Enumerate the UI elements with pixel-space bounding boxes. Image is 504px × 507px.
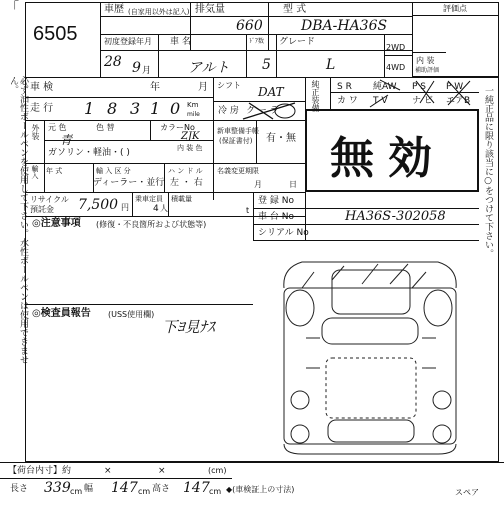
color-no-label: カラーNo — [160, 123, 195, 132]
history-label: 車歴 — [104, 4, 124, 15]
cargo-label: 【荷台内寸】約 — [8, 466, 72, 476]
owner-change-label: 名義変更期限 — [217, 167, 259, 175]
mileage-digit: 1 — [84, 99, 95, 118]
capacity-value: 4 — [153, 204, 159, 214]
load-unit: t — [246, 206, 250, 215]
left-side-note: 必ず油性ボールペンを使用して下さい。水性ボールペンは使用できません。 — [8, 76, 28, 364]
doors-value: 5 — [262, 57, 271, 73]
equipment-item: T V — [373, 96, 388, 106]
model-year-label: 年 式 — [46, 167, 63, 175]
report-handwriting: 下ﾖ見ﾅｽ — [162, 318, 215, 336]
status-stamp: 無効 — [330, 133, 446, 184]
car-name-value: アルト — [188, 60, 230, 76]
equipment-item: エアB — [446, 96, 471, 106]
reg-month: 9 — [132, 60, 141, 76]
caution-title: ◎注意事項 — [32, 218, 81, 229]
shaken-month-label: 月 — [198, 82, 208, 93]
car-damage-diagram — [262, 248, 476, 460]
interior-color-label: 内 装 色 — [177, 144, 203, 152]
recycle-label: リサイクル — [30, 195, 69, 204]
interior-sub: 補助評価 — [415, 67, 440, 74]
mile-label: mile — [187, 111, 200, 118]
lot-number: 6505 — [33, 23, 78, 45]
color-no-value: ZJK — [181, 131, 200, 142]
dealer-value: ディーラー・並行 — [93, 178, 165, 188]
mileage-digit: 0 — [170, 99, 181, 118]
displacement-label: 排気量 — [195, 4, 225, 15]
car-name-label: 車 名 — [170, 37, 191, 47]
capacity-label: 乗車定員 — [135, 195, 163, 203]
drive-4wd: 4WD — [386, 63, 406, 72]
serial-no-label: シリアル No — [258, 228, 309, 238]
width-label: 幅 — [84, 484, 94, 494]
report-title: ◎検査員報告 — [32, 308, 91, 319]
original-color-label: 元 色 — [48, 123, 67, 132]
cargo-times-2: × — [158, 466, 166, 476]
shift-value: DAT — [258, 85, 284, 99]
height-label: 高さ — [152, 484, 171, 494]
equipment-item: S R — [337, 82, 352, 92]
length-unit: cm — [70, 487, 83, 496]
recycle-sub: 預託金 — [30, 205, 54, 214]
color-value: 青 — [60, 133, 73, 147]
grade-score-label: 評価点 — [443, 4, 467, 13]
reg-no-label: 登 録 No — [258, 196, 294, 206]
first-reg-label: 初度登録年月 — [104, 37, 152, 46]
width-unit: cm — [138, 487, 151, 496]
reg-year: 28 — [104, 54, 122, 70]
grade-label: グレード — [279, 37, 316, 47]
shift-label: シフト — [217, 81, 241, 90]
model-label: 型 式 — [283, 4, 307, 15]
equipment-item: P S — [412, 82, 427, 92]
shaken-dim-note: ◆(車検証上の寸法) — [226, 485, 295, 494]
equipment-item: P W — [446, 82, 464, 92]
maint-label: 新車整備手帳 — [217, 127, 259, 135]
month-suffix: 月 — [142, 66, 152, 76]
capacity-unit: 人 — [160, 204, 168, 213]
equipment-item: ナ ビ — [412, 96, 433, 106]
import-side-label: 輸入 — [31, 165, 39, 179]
shaken-year-label: 年 — [150, 82, 160, 93]
history-note: (自家用以外は記入) — [128, 8, 190, 16]
maint-sub: (保証書付) — [219, 137, 253, 145]
displacement-value: 660 — [236, 18, 263, 34]
mileage-digit: 3 — [130, 99, 141, 118]
maint-value: 有・無 — [266, 133, 296, 144]
lr-value: 左 ・ 右 — [170, 178, 203, 188]
corner-mark: 「 — [6, 1, 20, 16]
handle-label: ハ ン ド ル — [168, 167, 203, 175]
recycle-yen: 円 — [121, 203, 129, 212]
import-type-label: 輸 入 区 分 — [96, 167, 131, 175]
equipment-item: カ ワ — [337, 96, 358, 106]
cargo-cm: (cm) — [208, 466, 227, 475]
chassis-no-value: HA36S-302058 — [345, 209, 446, 224]
recycle-value: 7,500 — [78, 197, 119, 213]
right-side-note: 一純正品に限り該当に○をつけて下さい。 — [483, 86, 493, 258]
model-value: DBA-HA36S — [301, 18, 388, 34]
height-value: 147 — [183, 480, 210, 496]
length-label: 長さ — [10, 484, 29, 494]
width-value: 147 — [111, 480, 138, 496]
ac-crossed-out-mark — [213, 101, 305, 120]
report-sub: (USS使用欄) — [108, 310, 155, 319]
interior-label: 内 装 — [416, 56, 435, 65]
km-label: Km — [187, 101, 199, 109]
owner-month: 月 — [254, 180, 262, 189]
caution-sub: (修復・不良箇所および状態等) — [96, 220, 207, 229]
cargo-times-1: × — [104, 466, 112, 476]
doors-label: ﾄﾞｱ数 — [249, 38, 265, 45]
drive-2wd: 2WD — [386, 43, 406, 52]
equipment-item: 純AW — [373, 82, 397, 92]
length-value: 339 — [44, 480, 71, 496]
ac-label: 冷 房 — [218, 106, 239, 116]
fuel-value: ガソリン・軽油・( ) — [48, 148, 130, 158]
mileage-digit: 1 — [150, 99, 161, 118]
shaken-label: 車 検 — [30, 82, 54, 93]
mileage-label: 走 行 — [30, 103, 54, 114]
exterior-label: 外装 — [31, 124, 40, 140]
ac-cross-label: ク ー ラ — [246, 106, 279, 116]
height-unit: cm — [209, 487, 222, 496]
owner-day: 日 — [289, 180, 297, 189]
mileage-digit: 8 — [107, 99, 118, 118]
chassis-no-label: 車 台 No — [258, 212, 294, 222]
equipment-cross-marks — [330, 77, 479, 109]
equipment-label: 純正装備 — [311, 80, 320, 112]
color-change-label: 色 替 — [96, 123, 115, 132]
load-label: 積載量 — [171, 195, 192, 203]
spare-label: スペア — [455, 488, 479, 497]
grade-value: L — [326, 57, 336, 73]
